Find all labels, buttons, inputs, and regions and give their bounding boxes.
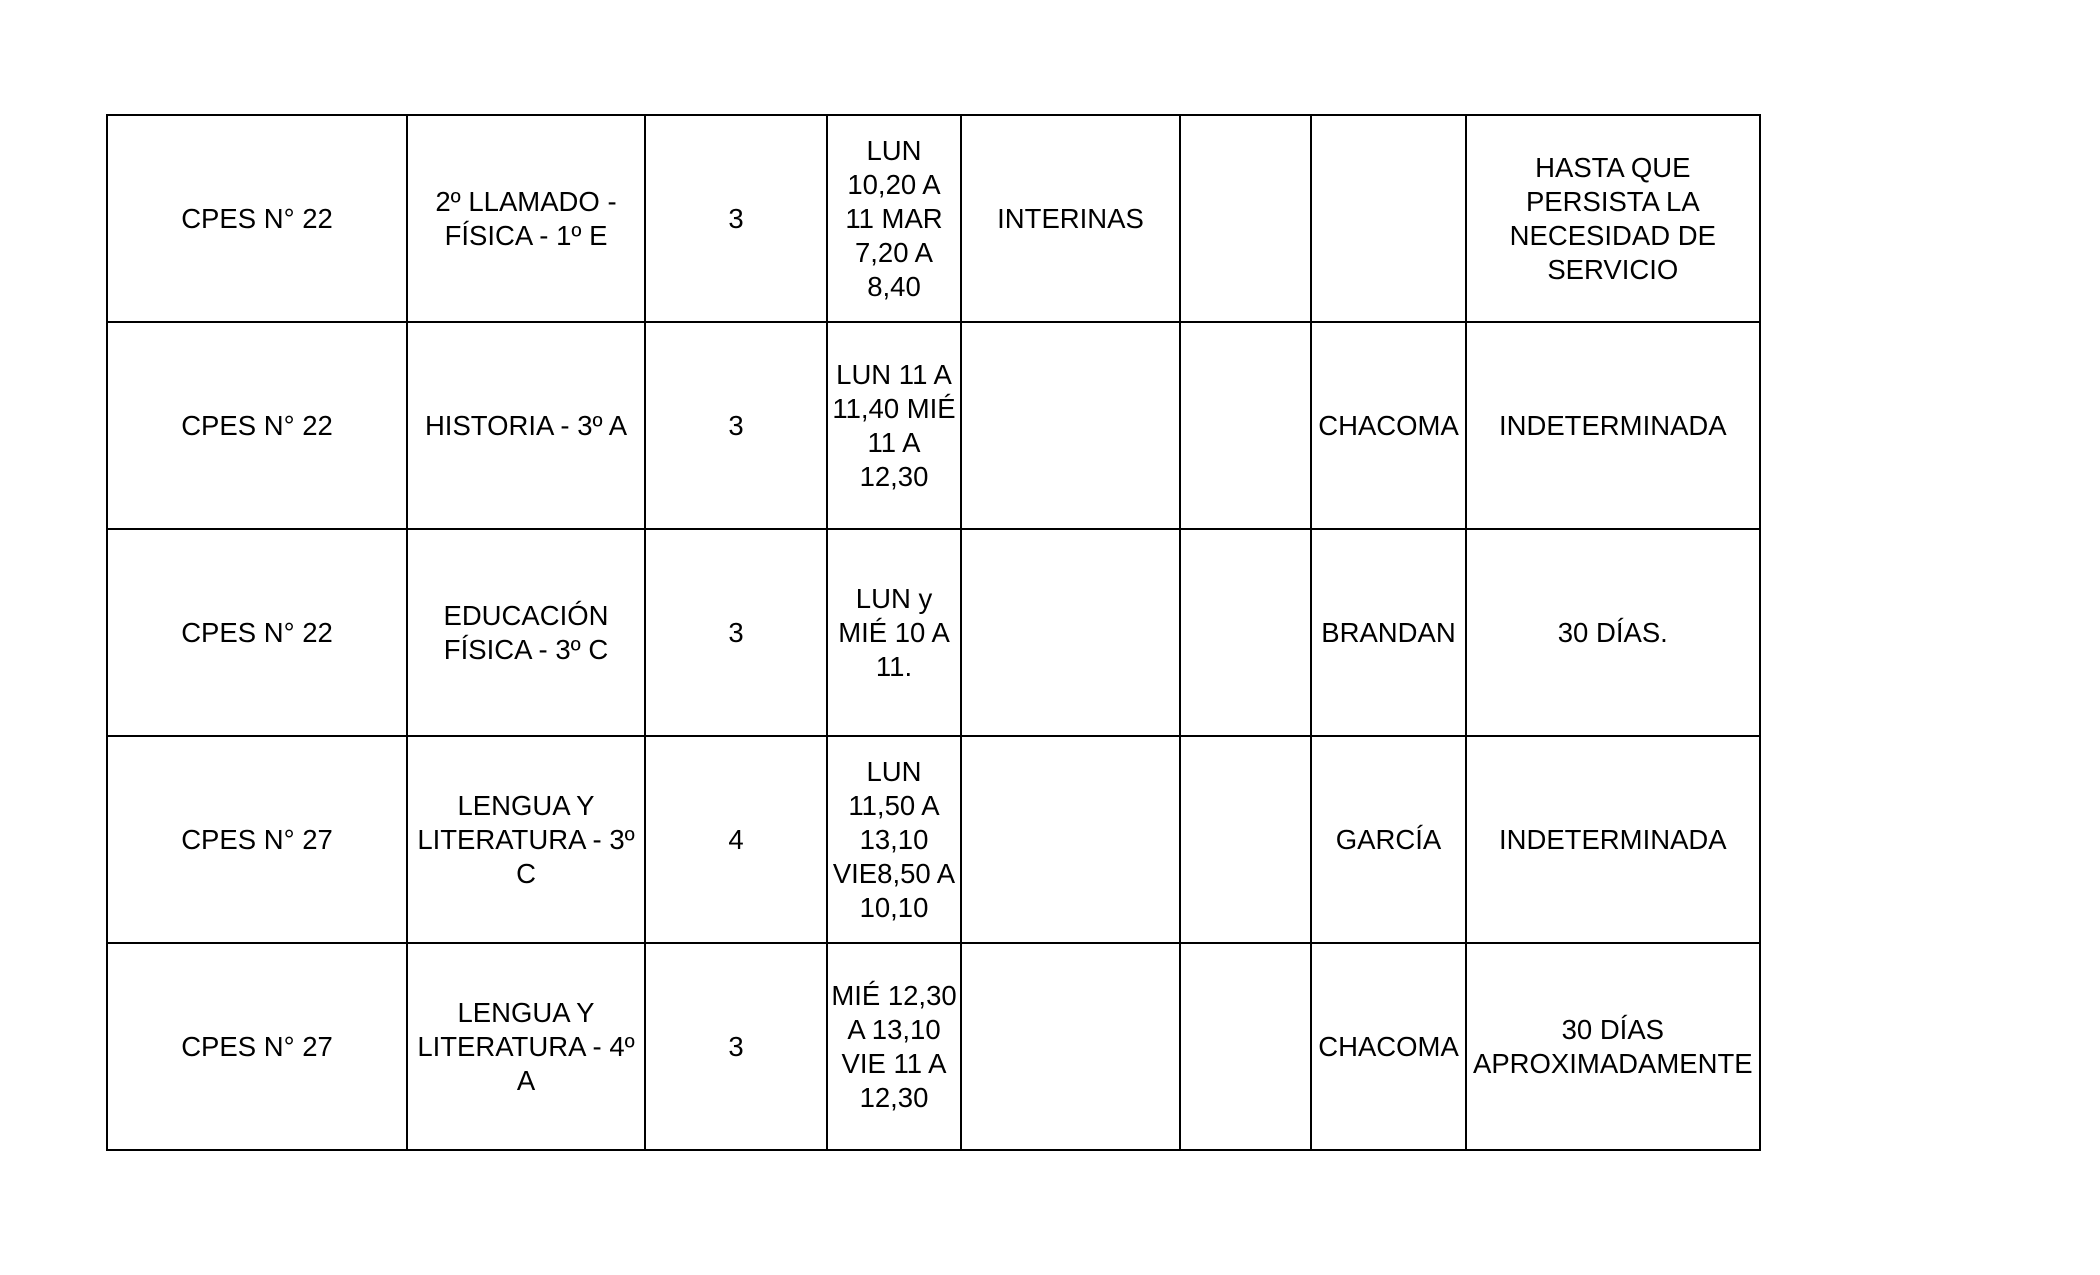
table-row	[107, 736, 1760, 943]
cell-escuela: CPES N° 27	[107, 943, 407, 1150]
cell-empty	[1180, 322, 1311, 529]
cell-materia: EDUCACIÓN FÍSICA - 3º C	[407, 529, 645, 736]
cell-horario: LUN 10,20 A 11 MAR 7,20 A 8,40	[827, 115, 961, 322]
cell-empty	[1180, 115, 1311, 322]
cell-empty	[1180, 943, 1311, 1150]
cell-escuela: CPES N° 22	[107, 322, 407, 529]
cell-materia: LENGUA Y LITERATURA - 4º A	[407, 943, 645, 1150]
cell-horario: LUN 11,50 A 13,10 VIE8,50 A 10,10	[827, 736, 961, 943]
cell-materia: 2º LLAMADO - FÍSICA - 1º E	[407, 115, 645, 322]
cell-escuela: CPES N° 22	[107, 529, 407, 736]
cell-situacion: INTERINAS	[961, 115, 1180, 322]
cell-docente: CHACOMA	[1311, 322, 1466, 529]
cell-docente: GARCÍA	[1311, 736, 1466, 943]
cell-duracion: 30 DÍAS APROXIMADAMENTE	[1466, 943, 1760, 1150]
table-row	[107, 322, 1760, 529]
cell-duracion: INDETERMINADA	[1466, 736, 1760, 943]
cell-situacion	[961, 943, 1180, 1150]
cell-horario: MIÉ 12,30 A 13,10 VIE 11 A 12,30	[827, 943, 961, 1150]
cell-duracion: 30 DÍAS.	[1466, 529, 1760, 736]
table-row	[107, 529, 1760, 736]
cell-situacion	[961, 529, 1180, 736]
cell-duracion: INDETERMINADA	[1466, 322, 1760, 529]
cell-materia: LENGUA Y LITERATURA - 3º C	[407, 736, 645, 943]
cell-horas: 4	[645, 736, 827, 943]
cell-docente: CHACOMA	[1311, 943, 1466, 1150]
cell-escuela: CPES N° 22	[107, 115, 407, 322]
cell-horario: LUN y MIÉ 10 A 11.	[827, 529, 961, 736]
cell-situacion	[961, 322, 1180, 529]
cell-escuela: CPES N° 27	[107, 736, 407, 943]
cell-docente	[1311, 115, 1466, 322]
table-row	[107, 943, 1760, 1150]
cell-empty	[1180, 736, 1311, 943]
cell-horas: 3	[645, 529, 827, 736]
cell-duracion: HASTA QUE PERSISTA LA NECESIDAD DE SERVICIO	[1466, 115, 1760, 322]
cell-horas: 3	[645, 943, 827, 1150]
cell-situacion	[961, 736, 1180, 943]
table-row	[107, 115, 1760, 322]
vacancy-table	[106, 114, 1761, 1151]
cell-horas: 3	[645, 115, 827, 322]
cell-empty	[1180, 529, 1311, 736]
cell-horario: LUN 11 A 11,40 MIÉ 11 A 12,30	[827, 322, 961, 529]
cell-docente: BRANDAN	[1311, 529, 1466, 736]
cell-materia: HISTORIA - 3º A	[407, 322, 645, 529]
cell-horas: 3	[645, 322, 827, 529]
